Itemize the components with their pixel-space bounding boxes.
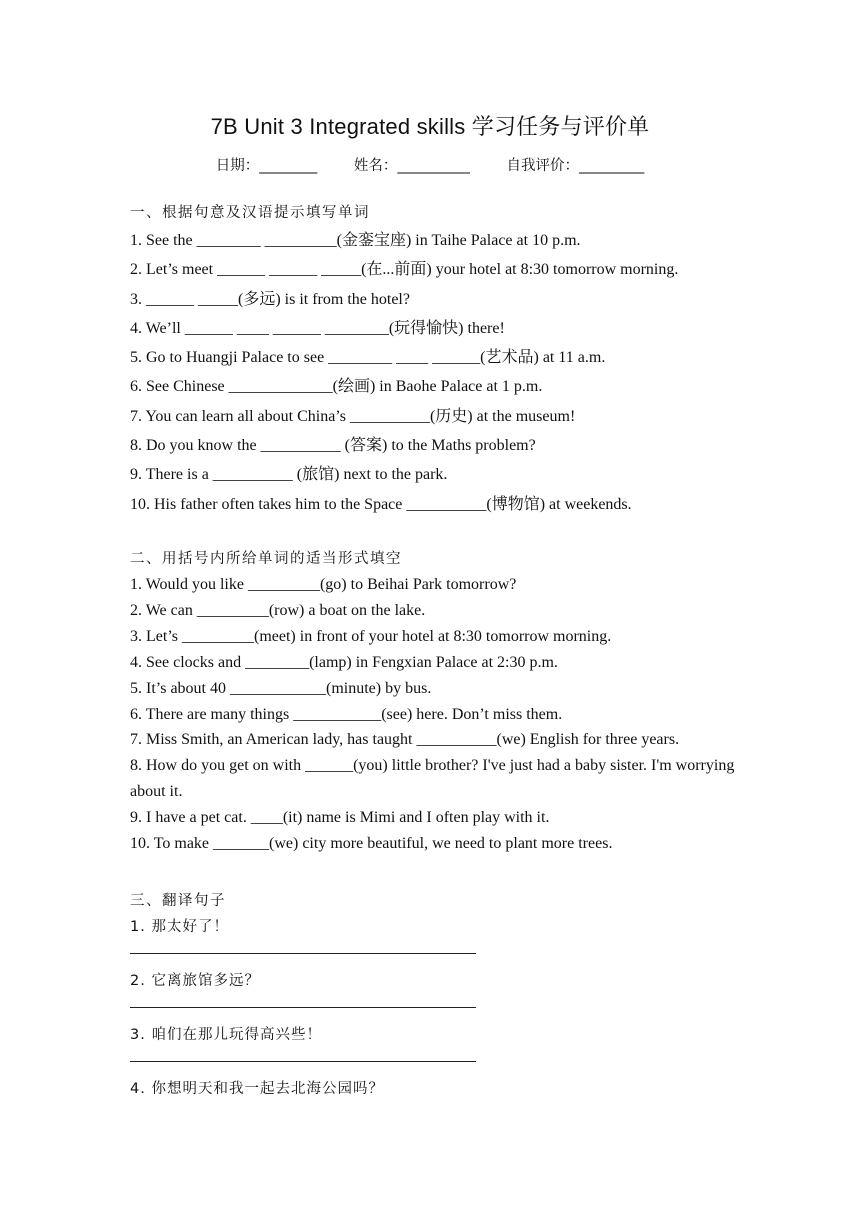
question-item: 2. We can _________(row) a boat on the lake. — [130, 601, 426, 619]
question-item: 3. ______ _____(多远) is it from the hotel? — [130, 290, 410, 308]
name-field: 姓名：__________ — [353, 158, 470, 174]
question-item: 7. Miss Smith, an American lady, has taught __________(we) English for three years. — [130, 731, 680, 749]
section-heading: 一、根据句意及汉语提示填写单词 — [130, 205, 370, 221]
question-item: 4. We’ll ______ ____ ______ ________(玩得愉快) there! — [130, 319, 505, 337]
question-item: 5. Go to Huangji Palace to see ________ ____ ______(艺术品) at 11 a.m. — [130, 349, 606, 367]
question-item: 1. See the ________ _________(金銮宝座) in Taihe Palace at 10 p.m. — [130, 232, 581, 249]
answer-line[interactable] — [130, 953, 476, 954]
question-item: 3. Let’s _________(meet) in front of your hotel at 8:30 tomorrow morning. — [130, 627, 612, 645]
section-heading: 三、翻译句子 — [130, 893, 226, 909]
section-heading: 二、用括号内所给单词的适当形式填空 — [130, 551, 402, 567]
question-item: 9. There is a __________ (旅馆) next to the park. — [130, 466, 448, 484]
answer-line[interactable] — [130, 1007, 476, 1008]
translation-item: 3. 咱们在那儿玩得高兴些！ — [130, 1027, 322, 1043]
translation-item: 2. 它离旅馆多远？ — [130, 973, 260, 989]
question-item: 9. I have a pet cat. ____(it) name is Mimi and I often play with it. — [130, 809, 550, 827]
translation-item: 1. 那太好了！ — [130, 919, 229, 935]
question-item: 4. See clocks and ________(lamp) in Fengxian Palace at 2:30 p.m. — [130, 653, 558, 671]
question-item: 10. To make _______(we) city more beautiful, we need to plant more trees. — [130, 835, 613, 853]
question-item: 5. It’s about 40 ____________(minute) by bus. — [130, 679, 432, 697]
section-translation — [130, 888, 770, 1103]
self-eval-field: 自我评价：_________ — [506, 158, 645, 174]
question-item: 6. There are many things ___________(see) here. Don’t miss them. — [130, 705, 563, 723]
question-item: 2. Let’s meet ______ ______ _____(在...前面) your hotel at 8:30 tomorrow morning. — [130, 261, 679, 279]
question-item: 10. His father often takes him to the Space __________(博物馆) at weekends. — [130, 495, 632, 513]
question-item: 7. You can learn all about China’s __________(历史) at the museum! — [130, 407, 576, 425]
section-vocabulary — [130, 200, 770, 519]
info-row — [0, 154, 860, 175]
question-item: 6. See Chinese _____________(绘画) in Baohe Palace at 1 p.m. — [130, 378, 543, 396]
question-item: 8. Do you know the __________ (答案) to the Maths problem? — [130, 437, 536, 455]
translation-item: 4. 你想明天和我一起去北海公园吗？ — [130, 1081, 384, 1097]
question-item: 1. Would you like _________(go) to Beihai Park tomorrow? — [130, 576, 517, 593]
page-title: 7B Unit 3 Integrated skills 学习任务与评价单 — [210, 114, 650, 139]
answer-line[interactable] — [130, 1061, 476, 1062]
section-word-forms — [130, 546, 770, 857]
date-field: 日期：________ — [215, 158, 318, 174]
question-item: 8. How do you get on with ______(you) little brother? I've just had a baby sister. I'm worrying about it. — [130, 757, 735, 801]
